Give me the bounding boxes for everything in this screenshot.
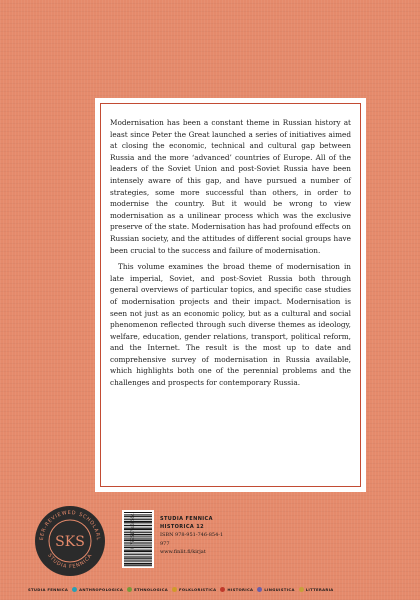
series-item-label: LINGUISTICA	[264, 587, 295, 592]
logo-ring-text-bottom: STUDIA FENNICA	[46, 552, 94, 571]
barcode-number: 9 789517 468564	[130, 513, 135, 549]
series-dot-icon	[127, 587, 132, 592]
series-item-folkloristica	[172, 587, 216, 592]
series-item-label: ANTHROPOLOGICA	[79, 587, 124, 592]
logo-ring-text-top: EER-REVIEWED SCHOLARL	[38, 509, 102, 541]
series-item-ethnologica	[127, 587, 168, 592]
series-item-linguistica	[257, 587, 294, 592]
barcode-bars	[122, 510, 154, 568]
publisher-url[interactable]: www.finlit.fi/kirjat	[160, 548, 206, 555]
series-dot-icon	[299, 587, 304, 592]
sks-logo	[34, 505, 106, 577]
isbn-text: ISBN 978-951-746-854-1	[160, 532, 224, 539]
series-item-historica	[220, 587, 253, 592]
series-dot-icon	[72, 587, 77, 592]
classification-code: 977	[160, 540, 170, 547]
isbn-barcode	[122, 510, 154, 568]
blurb-paragraph-2: This volume examines the broad theme of modernisation in late imperial, Soviet, and post-Soviet Russia both through general overviews of particular topics, and specific case studies of modernisation projects and their impact. Modernisation is seen not just as an economic policy, but as a cultural and social phenomenon reflected through such diverse themes as ideology, welfare, education, gender relations, transport, political reform, and the Internet. The result is the most up to date and comprehensive survey of modernisation in Russia available, which highlights both one of the perennial problems and the challenges and prospects for contemporary Russia.	[110, 262, 351, 388]
series-volume: HISTORICA 12	[160, 524, 205, 531]
series-name: STUDIA FENNICA	[160, 516, 213, 522]
series-bar	[28, 587, 392, 592]
series-item-label: LITTERARIA	[305, 587, 334, 592]
series-item-litteraria	[299, 587, 334, 592]
series-bar-lead: STUDIA FENNICA	[28, 587, 69, 592]
logo-initials: SKS	[55, 534, 85, 550]
publication-info	[160, 515, 223, 556]
series-item-label: FOLKLORISTICA	[178, 587, 217, 592]
blurb-panel	[95, 98, 366, 492]
series-dot-icon	[220, 587, 225, 592]
series-item-label: ETHNOLOGICA	[134, 587, 168, 592]
series-item-label: HISTORICA	[227, 587, 254, 592]
series-dot-icon	[257, 587, 262, 592]
back-cover-blurb	[110, 117, 351, 389]
series-dot-icon	[172, 587, 177, 592]
series-item-anthropologica	[72, 587, 123, 592]
blurb-frame	[100, 103, 361, 487]
blurb-paragraph-1: Modernisation has been a constant theme in Russian history at least since Peter the Great launched a series of initiatives aimed at closing the economic, technical and cultural gap between Russia and the more ‘advanced’ countries of Europe. All of the leaders of the Soviet Union and post-Soviet Russia have been intensely aware of this gap, and have pursued a number of strategies, some more successful than others, in order to modernise the country. But it would be wrong to view modernisation as a unilinear process which was the exclusive preserve of the state. Modernisation has had profound effects on Russian society, and the attitudes of different social groups have been crucial to the success and failure of modernisation.	[110, 118, 351, 255]
